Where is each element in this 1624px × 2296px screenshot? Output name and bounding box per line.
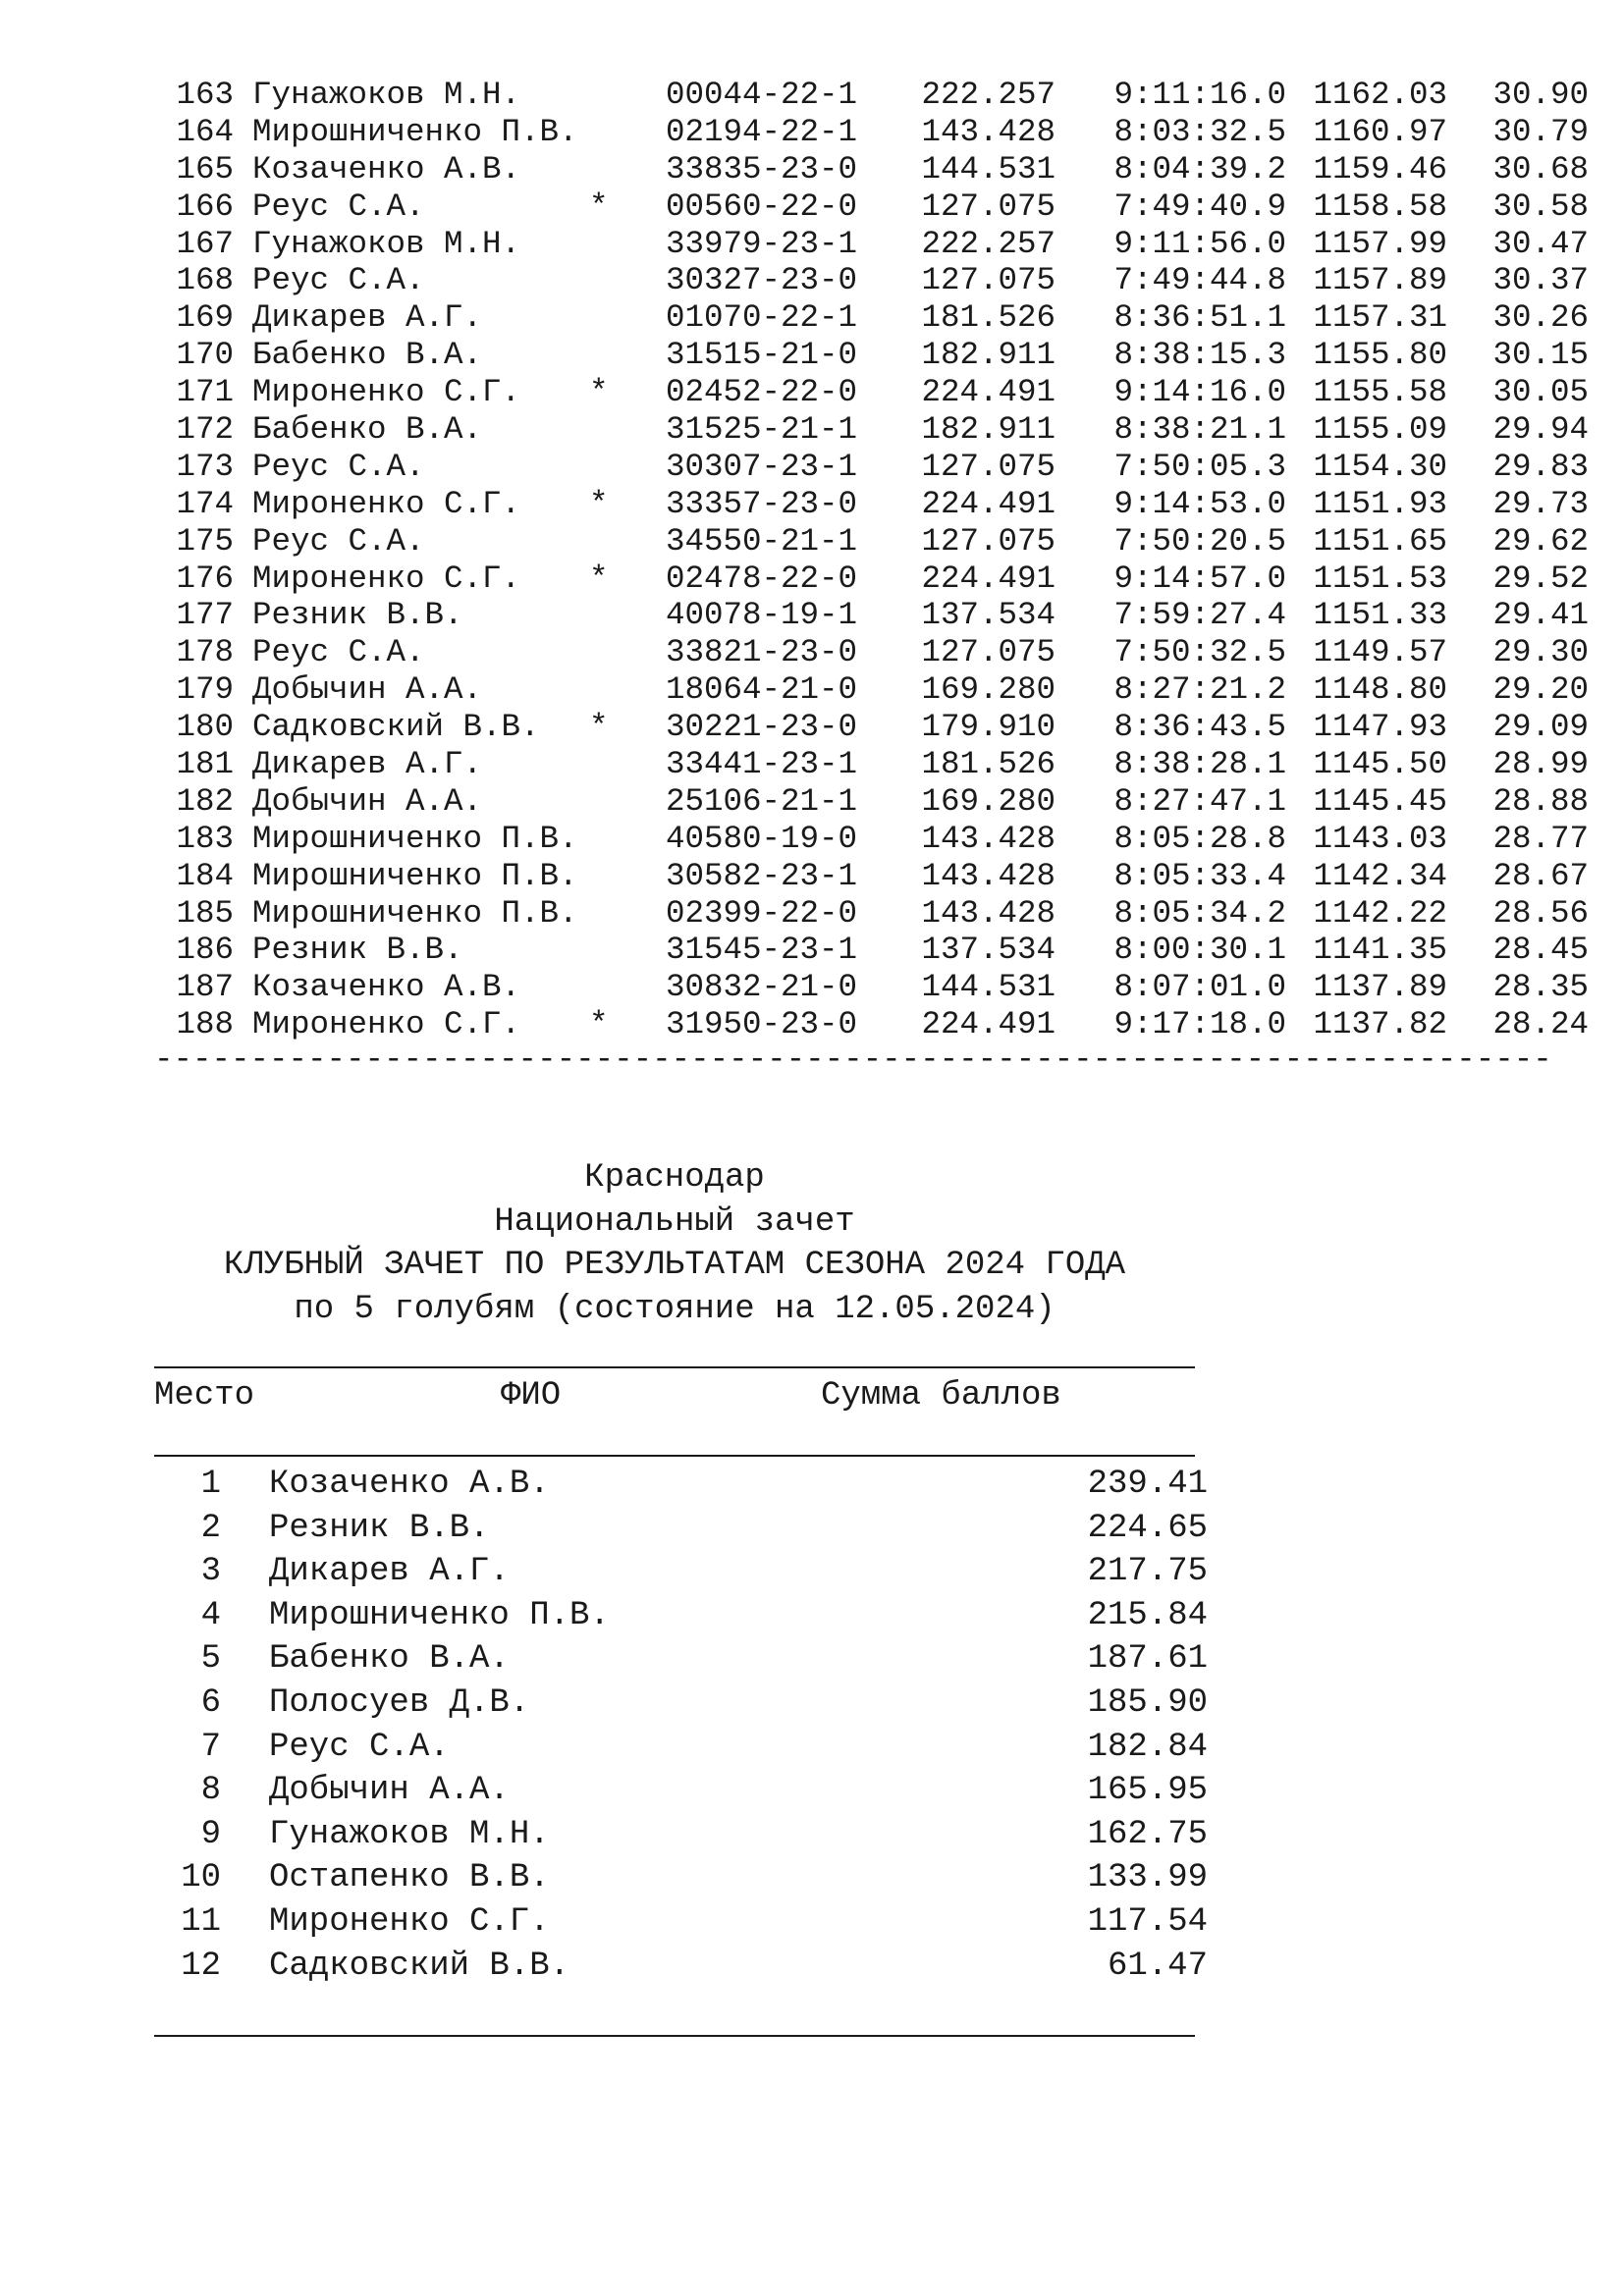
result-arrival-time: 8:27:47.1 — [1113, 782, 1286, 820]
result-mark: * — [589, 485, 609, 522]
standing-score: 162.75 — [1087, 1815, 1208, 1853]
result-speed: 1157.99 — [1313, 225, 1447, 262]
result-points: 28.35 — [1492, 969, 1589, 1006]
rule-under-header — [154, 1455, 1195, 1457]
result-points: 28.45 — [1492, 932, 1589, 969]
standing-score: 61.47 — [1107, 1947, 1208, 1985]
result-points: 30.79 — [1492, 113, 1589, 150]
standings-header — [154, 1156, 1195, 1331]
result-speed: 1151.53 — [1313, 560, 1447, 597]
result-fancier-name: Резник В.В. — [252, 597, 463, 634]
standing-row — [154, 1463, 1208, 1507]
standing-place: 10 — [181, 1859, 221, 1897]
standing-score: 187.61 — [1087, 1640, 1208, 1679]
result-points: 30.47 — [1492, 225, 1589, 262]
result-ring-number: 00044-22-1 — [666, 77, 858, 113]
result-points: 30.15 — [1492, 337, 1589, 374]
result-ring-number: 02194-22-1 — [666, 113, 858, 150]
standing-fancier-name: Реус С.А. — [269, 1728, 450, 1766]
result-ring-number: 31950-23-0 — [666, 1006, 858, 1043]
result-distance: 169.280 — [921, 782, 1056, 820]
result-speed: 1155.80 — [1313, 337, 1447, 374]
standing-place: 1 — [200, 1466, 221, 1503]
standing-row — [154, 1813, 1208, 1857]
result-number: 166 — [176, 187, 234, 225]
result-row — [157, 374, 1591, 411]
standing-row — [154, 1637, 1208, 1682]
result-distance: 144.531 — [921, 969, 1056, 1006]
result-speed: 1142.34 — [1313, 857, 1447, 894]
result-row — [157, 783, 1591, 821]
result-points: 28.24 — [1492, 1006, 1589, 1043]
result-row — [157, 411, 1591, 449]
result-fancier-name: Реус С.А. — [252, 448, 425, 485]
result-ring-number: 02399-22-0 — [666, 894, 858, 932]
result-fancier-name: Мироненко С.Г. — [252, 485, 521, 522]
result-row — [157, 969, 1591, 1006]
result-ring-number: 02478-22-0 — [666, 560, 858, 597]
result-arrival-time: 8:05:33.4 — [1113, 857, 1286, 894]
standing-place: 12 — [181, 1947, 221, 1985]
result-row — [157, 634, 1591, 671]
result-number: 184 — [176, 857, 234, 894]
standing-score: 215.84 — [1087, 1596, 1208, 1634]
result-number: 180 — [176, 709, 234, 746]
standing-fancier-name: Полосуев Д.В. — [269, 1683, 530, 1722]
standings-condition: по 5 голубям (состояние на 12.05.2024) — [294, 1290, 1056, 1328]
result-number: 163 — [176, 77, 234, 113]
result-fancier-name: Резник В.В. — [252, 932, 463, 969]
result-speed: 1157.89 — [1313, 262, 1447, 299]
result-speed: 1151.65 — [1313, 522, 1447, 560]
result-speed: 1145.45 — [1313, 782, 1447, 820]
result-distance: 224.491 — [921, 485, 1056, 522]
result-speed: 1143.03 — [1313, 820, 1447, 857]
result-distance: 224.491 — [921, 374, 1056, 411]
result-number: 172 — [176, 411, 234, 449]
standing-row — [154, 1769, 1208, 1813]
result-points: 29.62 — [1492, 522, 1589, 560]
result-fancier-name: Козаченко А.В. — [252, 150, 521, 187]
result-row — [157, 114, 1591, 151]
standing-fancier-name: Бабенко В.А. — [269, 1640, 510, 1679]
result-ring-number: 30832-21-0 — [666, 969, 858, 1006]
result-arrival-time: 8:07:01.0 — [1113, 969, 1286, 1006]
result-arrival-time: 8:38:28.1 — [1113, 746, 1286, 783]
result-speed: 1162.03 — [1313, 77, 1447, 113]
result-points: 29.73 — [1492, 485, 1589, 522]
result-number: 186 — [176, 932, 234, 969]
standing-fancier-name: Мирошниченко П.В. — [269, 1596, 610, 1634]
result-points: 29.52 — [1492, 560, 1589, 597]
standing-score: 165.95 — [1087, 1772, 1208, 1810]
result-arrival-time: 7:50:20.5 — [1113, 522, 1286, 560]
result-points: 30.58 — [1492, 187, 1589, 225]
result-row — [157, 671, 1591, 709]
standing-score: 224.65 — [1087, 1509, 1208, 1547]
result-points: 30.68 — [1492, 150, 1589, 187]
result-speed: 1159.46 — [1313, 150, 1447, 187]
result-distance: 144.531 — [921, 150, 1056, 187]
result-speed: 1160.97 — [1313, 113, 1447, 150]
result-number: 171 — [176, 374, 234, 411]
result-distance: 169.280 — [921, 671, 1056, 709]
result-fancier-name: Реус С.А. — [252, 522, 425, 560]
result-points: 28.99 — [1492, 746, 1589, 783]
city-title: Краснодар — [584, 1159, 765, 1197]
column-header-name: ФИО — [501, 1377, 562, 1415]
standing-fancier-name: Козаченко А.В. — [269, 1466, 550, 1503]
result-ring-number: 30327-23-0 — [666, 262, 858, 299]
result-points: 28.67 — [1492, 857, 1589, 894]
standing-place: 11 — [181, 1902, 221, 1941]
result-distance: 127.075 — [921, 262, 1056, 299]
result-distance: 224.491 — [921, 560, 1056, 597]
result-arrival-time: 9:14:53.0 — [1113, 485, 1286, 522]
result-fancier-name: Козаченко А.В. — [252, 969, 521, 1006]
result-fancier-name: Реус С.А. — [252, 634, 425, 671]
result-distance: 127.075 — [921, 187, 1056, 225]
result-speed: 1147.93 — [1313, 709, 1447, 746]
result-number: 177 — [176, 597, 234, 634]
result-mark: * — [589, 187, 609, 225]
result-ring-number: 33835-23-0 — [666, 150, 858, 187]
result-arrival-time: 7:49:40.9 — [1113, 187, 1286, 225]
result-points: 30.90 — [1492, 77, 1589, 113]
result-number: 176 — [176, 560, 234, 597]
result-arrival-time: 8:05:28.8 — [1113, 820, 1286, 857]
result-distance: 127.075 — [921, 448, 1056, 485]
result-distance: 127.075 — [921, 634, 1056, 671]
result-points: 29.94 — [1492, 411, 1589, 449]
result-points: 29.83 — [1492, 448, 1589, 485]
result-distance: 222.257 — [921, 225, 1056, 262]
result-fancier-name: Реус С.А. — [252, 187, 425, 225]
result-points: 29.20 — [1492, 671, 1589, 709]
result-points: 28.56 — [1492, 894, 1589, 932]
result-ring-number: 30221-23-0 — [666, 709, 858, 746]
result-arrival-time: 8:05:34.2 — [1113, 894, 1286, 932]
result-points: 28.88 — [1492, 782, 1589, 820]
standing-place: 4 — [200, 1596, 221, 1634]
result-number: 168 — [176, 262, 234, 299]
result-fancier-name: Реус С.А. — [252, 262, 425, 299]
result-speed: 1157.31 — [1313, 299, 1447, 337]
result-points: 28.77 — [1492, 820, 1589, 857]
result-ring-number: 31515-21-0 — [666, 337, 858, 374]
result-ring-number: 33441-23-1 — [666, 746, 858, 783]
result-arrival-time: 8:27:21.2 — [1113, 671, 1286, 709]
result-fancier-name: Мироненко С.Г. — [252, 374, 521, 411]
result-ring-number: 33979-23-1 — [666, 225, 858, 262]
result-ring-number: 00560-22-0 — [666, 187, 858, 225]
standing-score: 217.75 — [1087, 1553, 1208, 1591]
result-number: 185 — [176, 894, 234, 932]
standing-row — [154, 1594, 1208, 1638]
result-arrival-time: 7:50:05.3 — [1113, 448, 1286, 485]
rule-top — [154, 1366, 1195, 1368]
result-fancier-name: Мирошниченко П.В. — [252, 894, 578, 932]
result-distance: 143.428 — [921, 113, 1056, 150]
result-fancier-name: Мирошниченко П.В. — [252, 857, 578, 894]
result-ring-number: 31525-21-1 — [666, 411, 858, 449]
result-points: 29.09 — [1492, 709, 1589, 746]
result-speed: 1158.58 — [1313, 187, 1447, 225]
result-points: 29.30 — [1492, 634, 1589, 671]
result-row — [157, 523, 1591, 561]
result-fancier-name: Бабенко В.А. — [252, 337, 483, 374]
result-number: 179 — [176, 671, 234, 709]
result-row — [157, 858, 1591, 895]
result-number: 183 — [176, 820, 234, 857]
result-row — [157, 597, 1591, 634]
standing-fancier-name: Мироненко С.Г. — [269, 1902, 550, 1941]
result-arrival-time: 8:38:21.1 — [1113, 411, 1286, 449]
standing-row — [154, 1945, 1208, 1989]
result-row — [157, 188, 1591, 226]
result-speed: 1142.22 — [1313, 894, 1447, 932]
result-mark: * — [589, 374, 609, 411]
standing-score: 182.84 — [1087, 1728, 1208, 1766]
result-ring-number: 33357-23-0 — [666, 485, 858, 522]
result-points: 29.41 — [1492, 597, 1589, 634]
result-distance: 143.428 — [921, 857, 1056, 894]
result-speed: 1151.33 — [1313, 597, 1447, 634]
result-row — [157, 226, 1591, 263]
result-fancier-name: Гунажоков М.Н. — [252, 77, 521, 113]
result-speed: 1148.80 — [1313, 671, 1447, 709]
result-distance: 143.428 — [921, 894, 1056, 932]
result-fancier-name: Бабенко В.А. — [252, 411, 483, 449]
result-row — [157, 746, 1591, 783]
results-table — [157, 77, 1591, 1043]
result-speed: 1137.89 — [1313, 969, 1447, 1006]
standing-score: 133.99 — [1087, 1859, 1208, 1897]
column-header-score: Сумма баллов — [821, 1377, 1061, 1415]
result-number: 164 — [176, 113, 234, 150]
result-number: 182 — [176, 782, 234, 820]
result-arrival-time: 8:38:15.3 — [1113, 337, 1286, 374]
standing-row — [154, 1856, 1208, 1900]
result-arrival-time: 8:03:32.5 — [1113, 113, 1286, 150]
result-speed: 1155.09 — [1313, 411, 1447, 449]
result-distance: 182.911 — [921, 337, 1056, 374]
standing-place: 5 — [200, 1640, 221, 1679]
result-distance: 222.257 — [921, 77, 1056, 113]
result-speed: 1154.30 — [1313, 448, 1447, 485]
result-row — [157, 299, 1591, 337]
result-fancier-name: Добычин А.А. — [252, 782, 483, 820]
result-row — [157, 449, 1591, 486]
standing-fancier-name: Дикарев А.Г. — [269, 1553, 510, 1591]
result-number: 173 — [176, 448, 234, 485]
standing-fancier-name: Садковский В.В. — [269, 1947, 570, 1985]
result-fancier-name: Гунажоков М.Н. — [252, 225, 521, 262]
result-speed: 1145.50 — [1313, 746, 1447, 783]
result-distance: 181.526 — [921, 746, 1056, 783]
result-arrival-time: 9:14:57.0 — [1113, 560, 1286, 597]
result-arrival-time: 8:36:43.5 — [1113, 709, 1286, 746]
dashed-separator: ------------------------------------------------------------------------- — [154, 1041, 1552, 1078]
result-ring-number: 31545-23-1 — [666, 932, 858, 969]
standing-row — [154, 1682, 1208, 1726]
standing-row — [154, 1550, 1208, 1594]
result-ring-number: 25106-21-1 — [666, 782, 858, 820]
standings-title: КЛУБНЫЙ ЗАЧЕТ ПО РЕЗУЛЬТАТАМ СЕЗОНА 2024 ГОДА — [223, 1247, 1126, 1284]
result-ring-number: 01070-22-1 — [666, 299, 858, 337]
result-row — [157, 709, 1591, 746]
standing-place: 3 — [200, 1553, 221, 1591]
result-number: 174 — [176, 485, 234, 522]
result-fancier-name: Дикарев А.Г. — [252, 746, 483, 783]
result-number: 178 — [176, 634, 234, 671]
result-arrival-time: 7:59:27.4 — [1113, 597, 1286, 634]
result-arrival-time: 9:14:16.0 — [1113, 374, 1286, 411]
standing-row — [154, 1507, 1208, 1551]
result-row — [157, 151, 1591, 188]
result-arrival-time: 7:49:44.8 — [1113, 262, 1286, 299]
result-distance: 143.428 — [921, 820, 1056, 857]
result-fancier-name: Мирошниченко П.В. — [252, 820, 578, 857]
result-arrival-time: 8:00:30.1 — [1113, 932, 1286, 969]
result-ring-number: 30582-23-1 — [666, 857, 858, 894]
result-row — [157, 895, 1591, 933]
result-fancier-name: Мироненко С.Г. — [252, 1006, 521, 1043]
result-distance: 182.911 — [921, 411, 1056, 449]
result-row — [157, 821, 1591, 858]
result-ring-number: 30307-23-1 — [666, 448, 858, 485]
result-points: 30.26 — [1492, 299, 1589, 337]
standings-subtitle: Национальный зачет — [494, 1202, 855, 1241]
result-points: 30.37 — [1492, 262, 1589, 299]
standing-fancier-name: Гунажоков М.Н. — [269, 1815, 550, 1853]
result-fancier-name: Садковский В.В. — [252, 709, 540, 746]
result-row — [157, 262, 1591, 299]
standing-row — [154, 1726, 1208, 1770]
column-header-place: Место — [154, 1377, 255, 1415]
result-distance: 127.075 — [921, 522, 1056, 560]
rule-bottom — [154, 2035, 1195, 2037]
result-arrival-time: 8:36:51.1 — [1113, 299, 1286, 337]
result-number: 175 — [176, 522, 234, 560]
standing-row — [154, 1900, 1208, 1945]
standing-score: 185.90 — [1087, 1683, 1208, 1722]
result-arrival-time: 9:11:16.0 — [1113, 77, 1286, 113]
result-number: 187 — [176, 969, 234, 1006]
result-distance: 224.491 — [921, 1006, 1056, 1043]
result-fancier-name: Добычин А.А. — [252, 671, 483, 709]
result-row — [157, 1006, 1591, 1043]
result-speed: 1149.57 — [1313, 634, 1447, 671]
result-mark: * — [589, 1006, 609, 1043]
standing-place: 7 — [200, 1728, 221, 1766]
result-speed: 1137.82 — [1313, 1006, 1447, 1043]
result-ring-number: 33821-23-0 — [666, 634, 858, 671]
standing-place: 9 — [200, 1815, 221, 1853]
result-speed: 1141.35 — [1313, 932, 1447, 969]
result-row — [157, 337, 1591, 374]
result-ring-number: 40078-19-1 — [666, 597, 858, 634]
result-number: 170 — [176, 337, 234, 374]
result-distance: 137.534 — [921, 597, 1056, 634]
result-arrival-time: 9:11:56.0 — [1113, 225, 1286, 262]
standing-place: 8 — [200, 1772, 221, 1810]
result-row — [157, 561, 1591, 598]
result-speed: 1151.93 — [1313, 485, 1447, 522]
result-speed: 1155.58 — [1313, 374, 1447, 411]
standings-table — [154, 1463, 1208, 1988]
result-row — [157, 77, 1591, 114]
result-distance: 137.534 — [921, 932, 1056, 969]
standing-fancier-name: Добычин А.А. — [269, 1772, 510, 1810]
result-ring-number: 40580-19-0 — [666, 820, 858, 857]
result-arrival-time: 9:17:18.0 — [1113, 1006, 1286, 1043]
result-distance: 179.910 — [921, 709, 1056, 746]
standing-fancier-name: Остапенко В.В. — [269, 1859, 550, 1897]
result-number: 188 — [176, 1006, 234, 1043]
standing-score: 117.54 — [1087, 1902, 1208, 1941]
result-mark: * — [589, 560, 609, 597]
result-fancier-name: Мирошниченко П.В. — [252, 113, 578, 150]
result-mark: * — [589, 709, 609, 746]
result-number: 167 — [176, 225, 234, 262]
result-number: 169 — [176, 299, 234, 337]
result-ring-number: 02452-22-0 — [666, 374, 858, 411]
result-number: 181 — [176, 746, 234, 783]
result-ring-number: 18064-21-0 — [666, 671, 858, 709]
result-arrival-time: 7:50:32.5 — [1113, 634, 1286, 671]
result-arrival-time: 8:04:39.2 — [1113, 150, 1286, 187]
standing-fancier-name: Резник В.В. — [269, 1509, 490, 1547]
result-ring-number: 34550-21-1 — [666, 522, 858, 560]
result-distance: 181.526 — [921, 299, 1056, 337]
result-row — [157, 932, 1591, 969]
result-number: 165 — [176, 150, 234, 187]
result-row — [157, 486, 1591, 523]
result-points: 30.05 — [1492, 374, 1589, 411]
standing-score: 239.41 — [1087, 1466, 1208, 1503]
result-fancier-name: Дикарев А.Г. — [252, 299, 483, 337]
result-fancier-name: Мироненко С.Г. — [252, 560, 521, 597]
standing-place: 2 — [200, 1509, 221, 1547]
standing-place: 6 — [200, 1683, 221, 1722]
